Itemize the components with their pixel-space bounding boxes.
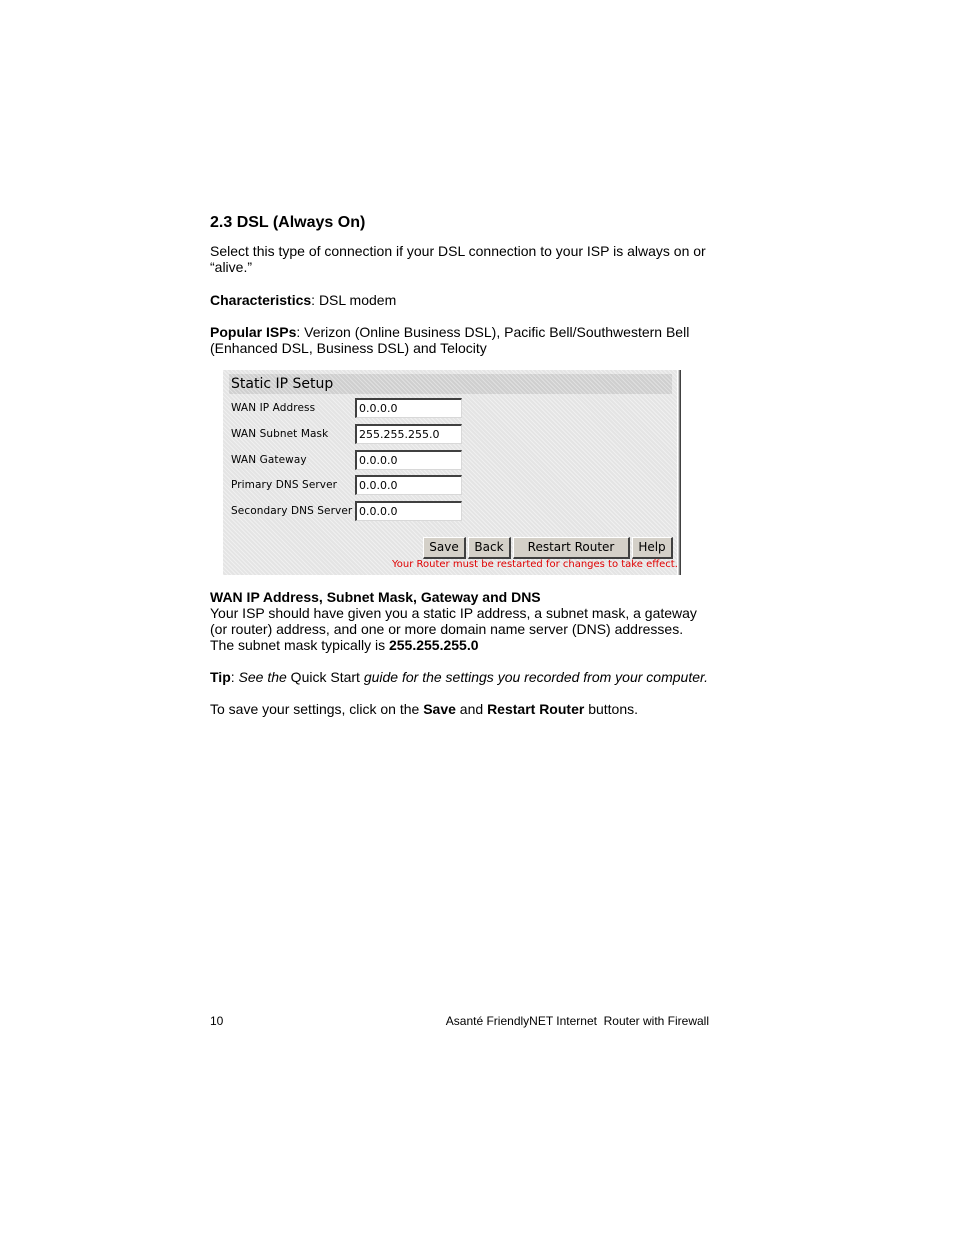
details-heading: WAN IP Address, Subnet Mask, Gateway and DNS [210,589,541,605]
section-heading: 2.3 DSL (Always On) [210,214,366,231]
save-note-paragraph [210,701,730,717]
help-button[interactable]: Help [632,537,673,559]
panel-scrollbar-edge [677,370,681,575]
save-button[interactable]: Save [423,537,466,559]
tip-colon: : [230,669,239,685]
characteristics-paragraph [210,292,730,308]
wan-ip-address-label: WAN IP Address [231,402,316,414]
primary-dns-server-label: Primary DNS Server [231,479,338,491]
save-note-save: Save [423,701,456,717]
footer-product-name: Asanté FriendlyNET Internet Router with Firewall [445,1014,709,1028]
save-note-middle: and [455,701,488,717]
intro-line-2: “alive.” [210,259,253,275]
subnet-mask-value: 255.255.255.0 [388,637,479,653]
secondary-dns-server-label: Secondary DNS Server [231,505,353,517]
tip-italic-2: guide for the settings you recorded from your computer. [363,669,709,685]
save-note-prefix: To save your settings, click on the [210,701,424,717]
restart-notice: Your Router must be restarted for changes to take effect. [392,559,678,570]
panel-title: Static IP Setup [229,374,672,394]
wan-subnet-mask-label: WAN Subnet Mask [231,428,329,440]
wan-gateway-input[interactable]: 0.0.0.0 [355,450,462,470]
tip-paragraph [210,669,730,685]
save-note-restart: Restart Router [487,701,585,717]
details-line-2: (or router) address, and one or more domain name server (DNS) addresses. [210,621,684,637]
secondary-dns-server-input[interactable]: 0.0.0.0 [355,501,462,521]
intro-paragraph [210,243,730,275]
popular-isps-line-1: : Verizon (Online Business DSL), Pacific Bell/Southwestern Bell [296,324,690,340]
wan-ip-address-input[interactable]: 0.0.0.0 [355,398,462,418]
details-line-1: Your ISP should have given you a static IP address, a subnet mask, a gateway [210,605,697,621]
intro-line-1: Select this type of connection if your DSL connection to your ISP is always on or [210,243,706,259]
popular-isps-line-2: (Enhanced DSL, Business DSL) and Telocity [210,340,487,356]
page-number: 10 [210,1014,224,1028]
wan-subnet-mask-input[interactable]: 255.255.255.0 [355,424,462,444]
characteristics-value: : DSL modem [311,292,397,308]
primary-dns-server-input[interactable]: 0.0.0.0 [355,475,462,495]
popular-isps-label: Popular ISPs [210,324,297,340]
tip-label: Tip [210,669,231,685]
wan-gateway-label: WAN Gateway [231,454,307,466]
characteristics-label: Characteristics [210,292,312,308]
popular-isps-paragraph [210,324,730,356]
details-paragraph [210,589,730,653]
save-note-suffix: buttons. [584,701,639,717]
tip-italic-1: See the [238,669,287,685]
details-line-3: The subnet mask typically is [210,637,389,653]
back-button[interactable]: Back [468,537,511,559]
tip-quick-start: Quick Start [286,669,364,685]
restart-router-button[interactable]: Restart Router [513,537,630,559]
